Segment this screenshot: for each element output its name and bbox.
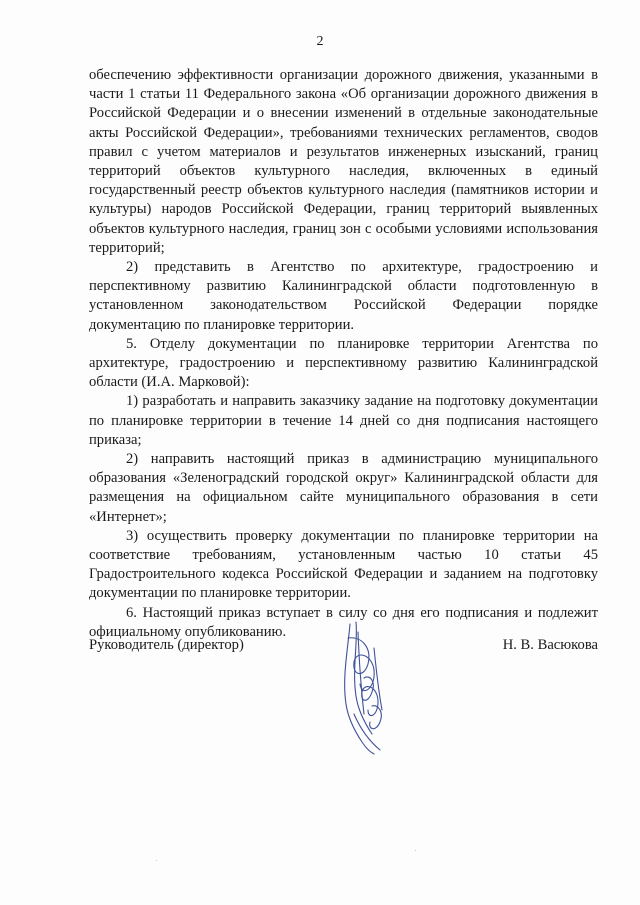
signatory-title: Руководитель (директор) [89, 637, 244, 653]
page-number: 2 [316, 34, 324, 49]
paragraph-section-5: 5. Отделу документации по планировке территории Агентства по архитектуре, градостроению и перспективному развитию Калининградской области (И.А. Марковой): [89, 335, 598, 391]
document-body [89, 66, 598, 642]
paragraph-continuation: обеспечению эффективности организации дорожного движения, указанными в части 1 статьи 11 Федерального закона «Об организации дорожного движения в Российской Федерации и о внесении изменений в отдельные законодательные акты Российской Федерации», требованиями технических регламентов, сводов правил с учетом материалов и результатов инженерных изысканий, границ территорий объектов культурного наследия, включенных в единый государственный реестр объектов культурного наследия (памятников истории и культуры) народов Российской Федерации, границ территорий выявленных объектов культурного наследия, границ зон с особыми условиями использования территорий; [89, 67, 598, 256]
paragraph-item-3-verify: 3) осуществить проверку документации по планировке территории на соответствие требованиям, установленным частью 10 статьи 45 Градостроительного кодекса Российской Федерации и заданием на подготовку документации по планировке территории. [89, 527, 598, 602]
paragraph-item-2-submit: 2) представить в Агентство по архитектуре, градостроению и перспективному развитию Калининградской области подготовленную в установленном законодательством Российской Федерации порядке документацию по планировке территории. [89, 259, 598, 333]
scan-speck [156, 860, 157, 861]
paragraph-item-2-send: 2) направить настоящий приказ в администрацию муниципального образования «Зеленоградский городской округ» Калининградской области для размещения на официальном сайте муниципального образования в сети «Интернет»; [89, 451, 598, 525]
handwritten-signature-icon [328, 618, 408, 758]
signatory-name: Н. В. Васюкова [502, 637, 598, 653]
paragraph-item-1-develop: 1) разработать и направить заказчику задание на подготовку документации по планировке территории в течение 14 дней со дня подписания настоящего приказа; [89, 393, 598, 448]
scan-speck [415, 850, 416, 851]
paragraph-section-6: 6. Настоящий приказ вступает в силу со дня его подписания и подлежит официальному опубликованию. [89, 604, 598, 640]
